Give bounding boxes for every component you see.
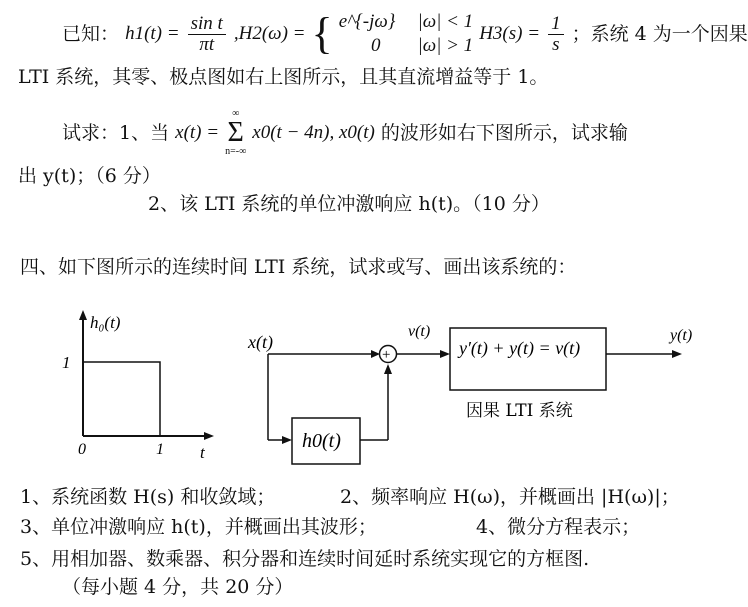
known-line bbox=[62, 10, 748, 60]
h1-denominator: πt bbox=[199, 33, 215, 55]
h0-y-arrow bbox=[79, 310, 87, 320]
input-arrow bbox=[371, 350, 380, 358]
item-3: 3、单位冲激响应 h(t)，并概画出其波形； bbox=[20, 516, 377, 538]
output-arrow bbox=[672, 350, 682, 358]
ask-suffix: 的波形如右下图所示，试求输 bbox=[380, 122, 628, 144]
output-label: y(t) bbox=[670, 327, 693, 344]
feedback-arrow bbox=[384, 364, 392, 374]
h0-x-tick: 1 bbox=[156, 441, 164, 458]
h2-brace: { bbox=[311, 9, 333, 58]
sum-symbol bbox=[225, 108, 246, 158]
h0-ylabel: h₀(t) bbox=[90, 313, 121, 332]
sum-body: x0(t − 4n), x0(t) bbox=[252, 122, 375, 143]
adder-sign: + bbox=[382, 347, 391, 363]
h2-case1 bbox=[339, 10, 473, 34]
h0-block-label: h0(t) bbox=[302, 430, 341, 452]
sum-bottom: n=-∞ bbox=[225, 146, 247, 157]
h2-case2-val: 0 bbox=[370, 35, 381, 56]
line4: 出 y(t)；（6 分） bbox=[18, 165, 161, 187]
h3-fraction bbox=[548, 14, 564, 55]
h2-expr: ,H2(ω) = bbox=[233, 23, 306, 44]
system4-text: ；系统 4 为一个因果 bbox=[571, 23, 748, 45]
h3-numerator: 1 bbox=[548, 14, 564, 35]
ask-line bbox=[62, 108, 628, 157]
h0-x-origin: 0 bbox=[78, 441, 86, 458]
sum-top: ∞ bbox=[232, 108, 240, 119]
h1-fraction bbox=[188, 14, 226, 55]
branch-arrow bbox=[282, 436, 292, 444]
ask-prefix: 试求：1、当 bbox=[62, 122, 170, 144]
h2-case2 bbox=[339, 34, 473, 58]
h0-waveform-figure bbox=[50, 308, 230, 468]
v-label: v(t) bbox=[408, 323, 431, 340]
h0-x-arrow bbox=[204, 432, 214, 440]
h2-case2-cond: |ω| > 1 bbox=[417, 35, 474, 56]
known-label: 已知： bbox=[62, 23, 120, 45]
h1-expr: h1(t) = bbox=[125, 23, 180, 44]
item-5: 5、用相加器、数乘器、积分器和连续时间延时系统实现它的方框图. bbox=[20, 548, 590, 570]
item-4: 4、微分方程表示； bbox=[476, 516, 641, 538]
sigma-icon: Σ bbox=[227, 117, 244, 148]
line5: 2、该 LTI 系统的单位冲激响应 h(t)。（10 分） bbox=[148, 193, 550, 215]
line2: LTI 系统，其零、极点图如右上图所示，且其直流增益等于 1。 bbox=[18, 66, 549, 88]
item-1: 1、系统函数 H(s) 和收敛域； bbox=[20, 486, 276, 508]
x-expr: x(t) = bbox=[175, 122, 220, 143]
q4-heading: 四、如下图所示的连续时间 LTI 系统，试求或写、画出该系统的： bbox=[20, 256, 577, 278]
lti-equation: y′(t) + y(t) = v(t) bbox=[459, 338, 581, 358]
h3-denominator: s bbox=[552, 33, 560, 55]
h2-case1-cond: |ω| < 1 bbox=[417, 11, 474, 32]
h3-expr: H3(s) = bbox=[479, 23, 541, 44]
h2-cases bbox=[339, 10, 473, 58]
item-score: （每小题 4 分，共 20 分） bbox=[62, 576, 294, 598]
h0-y-tick: 1 bbox=[62, 353, 71, 372]
item-2: 2、频率响应 H(ω)，并概画出 |H(ω)|； bbox=[340, 486, 680, 508]
h2-case1-val: e^{-jω} bbox=[338, 11, 396, 32]
causal-caption: 因果 LTI 系统 bbox=[466, 401, 573, 421]
h0-pulse bbox=[83, 362, 160, 436]
block-diagram bbox=[240, 314, 710, 490]
adder-out-arrow bbox=[440, 350, 450, 358]
input-label: x(t) bbox=[248, 332, 273, 352]
h0-xlabel: t bbox=[200, 443, 205, 462]
h1-numerator: sin t bbox=[188, 14, 226, 35]
